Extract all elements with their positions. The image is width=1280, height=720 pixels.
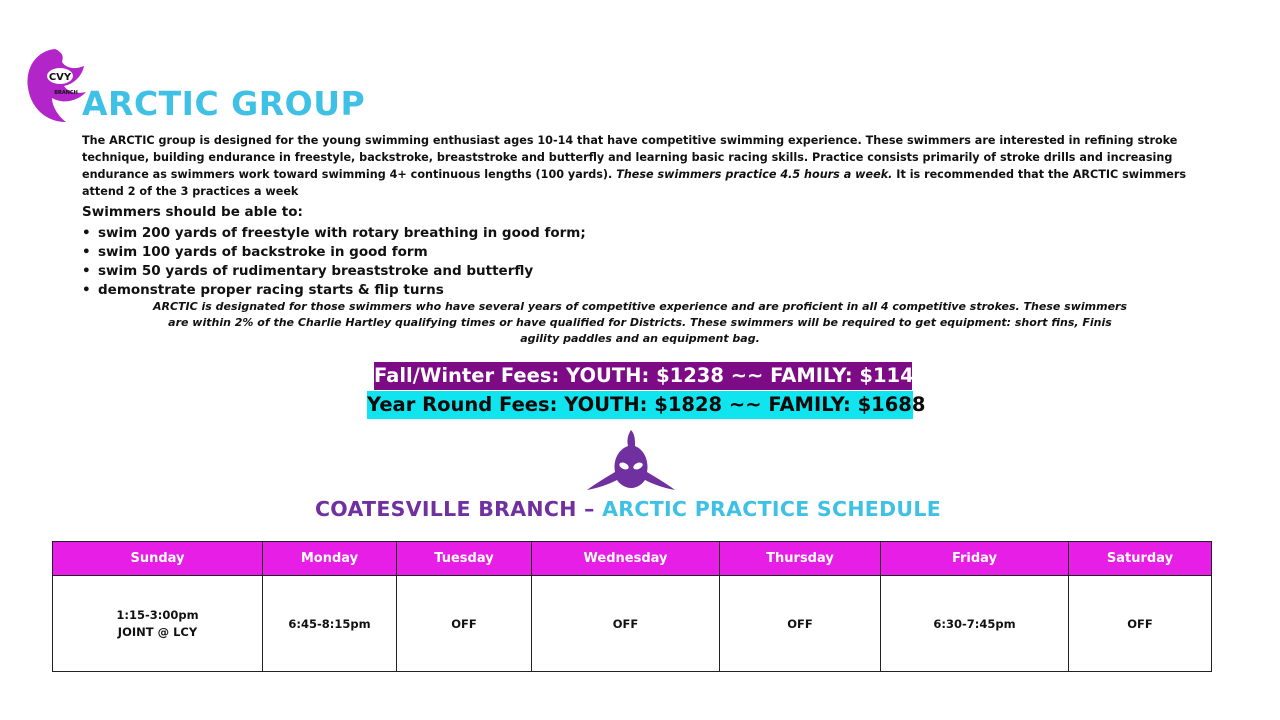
list-item: • swim 200 yards of freestyle with rotary breathing in good form; — [80, 224, 586, 243]
page-title: ARCTIC GROUP — [82, 84, 366, 123]
logo-text-branch: BRANCH — [54, 90, 78, 96]
friday-cell: 6:30-7:45pm — [881, 576, 1069, 672]
fall-winter-fees: Fall/Winter Fees: YOUTH: $1238 ~~ FAMILY: $1148 — [374, 362, 912, 390]
tuesday-cell: OFF — [397, 576, 532, 672]
day-header-thursday: Thursday — [720, 542, 881, 576]
day-header-tuesday: Tuesday — [397, 542, 532, 576]
table-header-row — [53, 542, 1212, 576]
intro-italic: These swimmers practice 4.5 hours a week. — [616, 168, 893, 181]
year-round-fees: Year Round Fees: YOUTH: $1828 ~~ FAMILY: $1688 — [367, 391, 913, 419]
table-row — [53, 576, 1212, 672]
list-item: • swim 50 yards of rudimentary breaststroke and butterfly — [80, 262, 586, 281]
day-header-friday: Friday — [881, 542, 1069, 576]
skills-list — [80, 224, 586, 300]
thursday-cell: OFF — [720, 576, 881, 672]
saturday-cell: OFF — [1069, 576, 1212, 672]
sunday-location: JOINT @ LCY — [117, 625, 198, 639]
schedule-title-branch: COATESVILLE BRANCH – — [314, 497, 603, 521]
list-item: • demonstrate proper racing starts & flip turns — [80, 281, 586, 300]
day-header-saturday: Saturday — [1069, 542, 1212, 576]
able-heading: Swimmers should be able to: — [82, 204, 303, 220]
intro-text: The ARCTIC group is designed for the young swimming enthusiast ages 10-14 that have competitive swimming experience. These swimmers are interested in refining stroke technique, building endurance in freestyle, backstroke, breaststroke and butterfly and learning basic racing skills. Practice consists primarily of stroke drills and increasing endurance as swimmers work toward swimming 4+ continuous lengths (100 yards). — [82, 134, 1178, 181]
wednesday-cell: OFF — [532, 576, 720, 672]
intro-tail: It is recommended that the ARCTIC swimmers attend 2 of the 3 practices a week — [82, 168, 1187, 198]
orca-icon — [585, 428, 677, 492]
schedule-title — [0, 497, 1256, 521]
day-header-wednesday: Wednesday — [532, 542, 720, 576]
cvy-branch-orca-logo — [22, 46, 88, 126]
equipment-note: ARCTIC is designated for those swimmers who have several years of competitive experience and are proficient in all 4 competitive strokes. These swimmers are within 2% of the Charlie Hartley qualifying times or have qualified for Districts. These swimmers will be required to get equipment: short fins, Finis agility paddles and an equipment bag. — [152, 300, 1127, 345]
logo-text-cvy: CVY — [48, 72, 72, 83]
monday-cell: 6:45-8:15pm — [263, 576, 397, 672]
intro-paragraph — [82, 132, 1222, 200]
day-header-monday: Monday — [263, 542, 397, 576]
sunday-time: 1:15-3:00pm — [116, 608, 199, 622]
sunday-cell — [53, 576, 263, 672]
list-item: • swim 100 yards of backstroke in good form — [80, 243, 586, 262]
day-header-sunday: Sunday — [53, 542, 263, 576]
practice-schedule-table — [52, 541, 1212, 672]
schedule-title-arctic: ARCTIC PRACTICE SCHEDULE — [602, 497, 942, 521]
